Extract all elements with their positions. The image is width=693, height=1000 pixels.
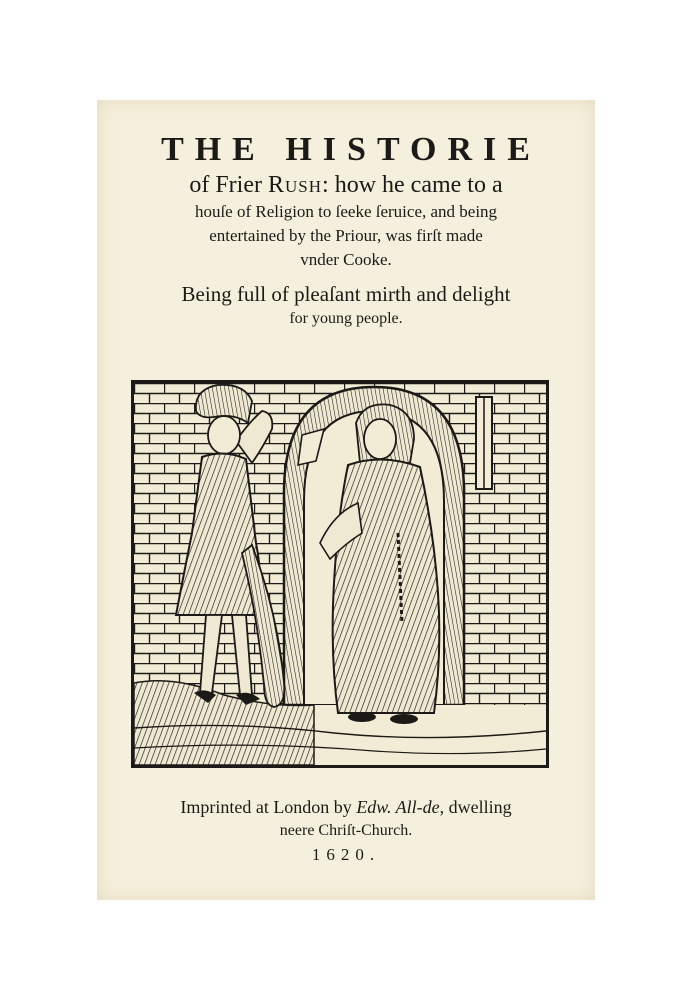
imprint-year: 1620. [311,845,381,864]
title-page [97,100,595,900]
imprint-line-1-a: Imprinted at London by [180,797,357,817]
imprint-block [97,794,595,868]
imprint-line-2: neere Chriſt-Church. [279,822,413,839]
title-line-1-a: of Frier [189,172,268,198]
subtitle-line-1: Being full of pleaſant mirth and delight [181,282,511,306]
title-line-3: entertained by the Priour, was firſt made [209,226,483,245]
imprint-line-1-b: , dwelling [439,797,512,817]
subtitle-line-2: for young people. [289,310,403,327]
imprint-line-1 [97,794,595,820]
title-line-2: houſe of Religion to ſeeke ſeruice, and being [194,202,498,221]
friar-name: Rush [268,172,323,198]
title-block [97,130,595,330]
title-line-1 [97,170,595,200]
woodcut-illustration [131,380,549,768]
title-line-1-b: : how he came to a [322,172,503,198]
main-title: THE HISTORIE [161,131,541,168]
printer-name: Edw. All-de [356,797,440,817]
title-line-4: vnder Cooke. [300,250,392,269]
